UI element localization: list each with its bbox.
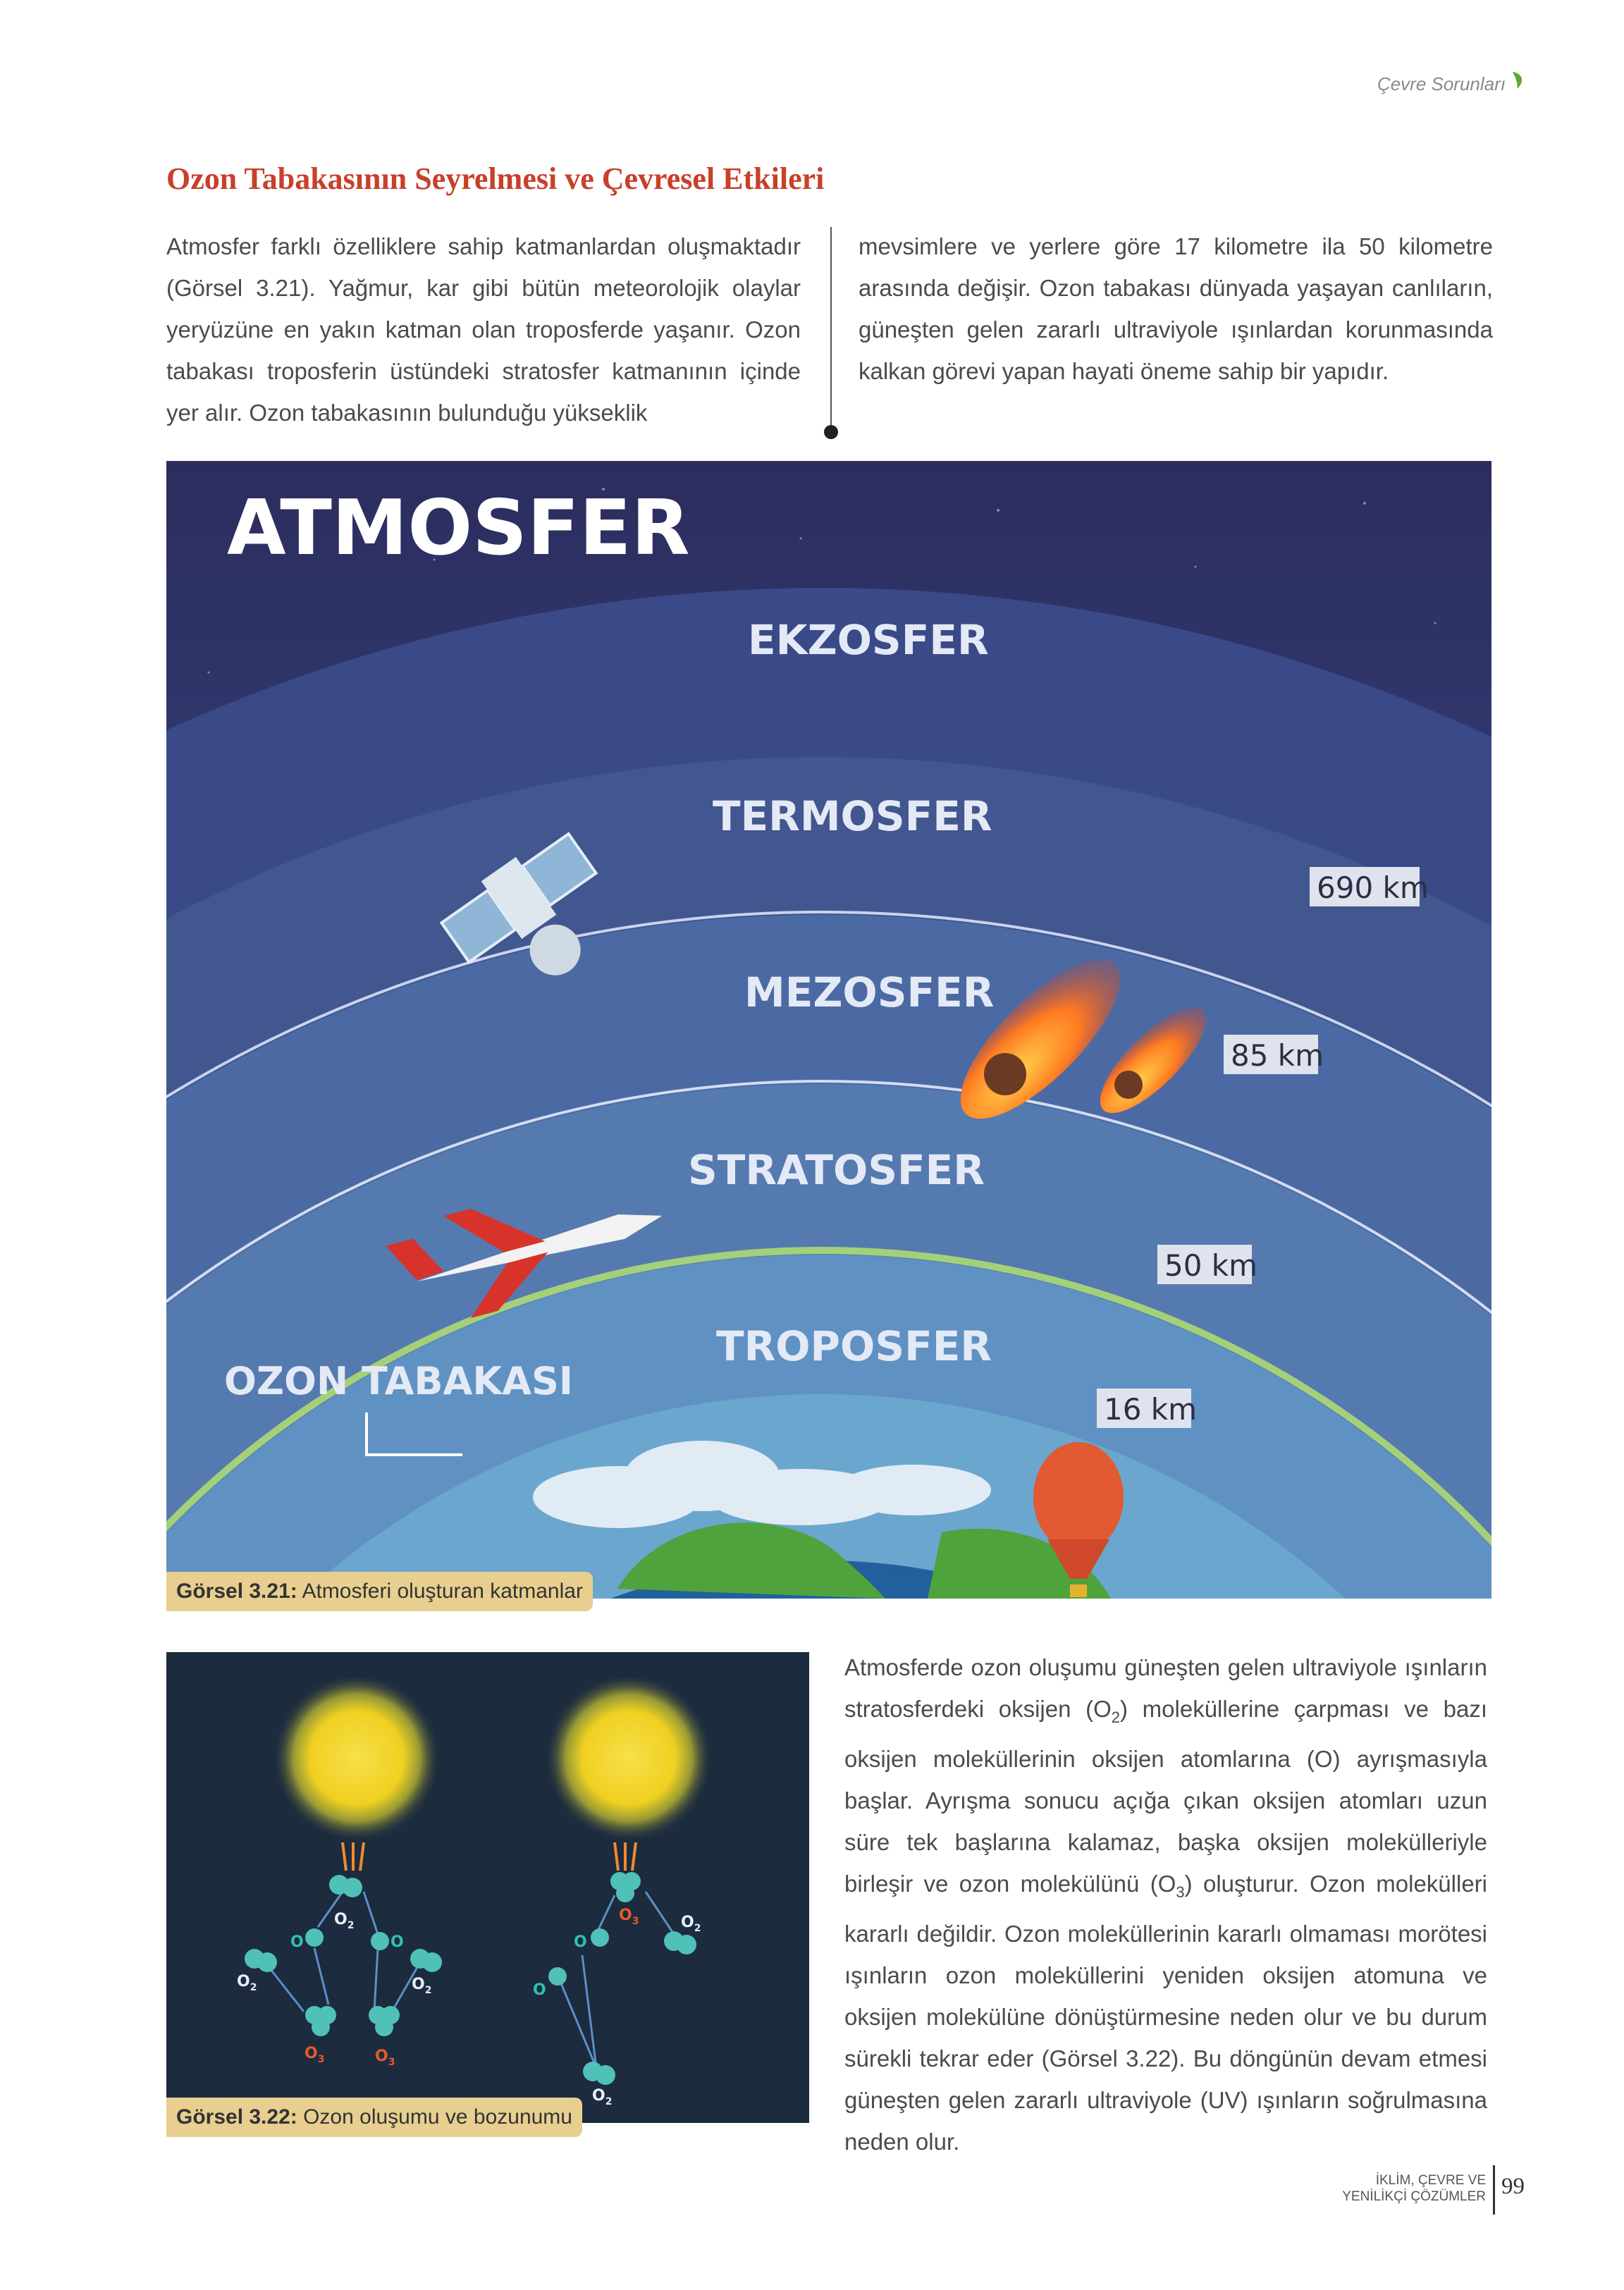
svg-text:O2: $O_2$ bbox=[592, 2087, 613, 2107]
svg-text:O: O bbox=[574, 1933, 587, 1951]
intro-column-2: mevsimlere ve yerlere göre 17 kilometre ila 50 kilometre arasında değişir. Ozon tabakası dünyada yaşayan canlıların, güneşten gelen zararlı ultraviyole ışınlardan korunmasında kalkan görevi yapan hayati öneme sahip bir yapıdır. bbox=[859, 233, 1493, 384]
footer-book-title: İKLİM, ÇEVRE VE YENİLİKÇİ ÇÖZÜMLER bbox=[1342, 2173, 1486, 2204]
sun-icon bbox=[544, 1673, 713, 1842]
svg-text:O: O bbox=[533, 1981, 546, 1999]
altitude-badge-690 bbox=[1310, 867, 1429, 906]
svg-text:O3: $O_3$ bbox=[304, 2045, 325, 2065]
svg-text:690 km: 690 km bbox=[1317, 870, 1429, 905]
svg-text:O: O bbox=[290, 1933, 304, 1951]
ozone-layer-label: OZON TABAKASI bbox=[224, 1359, 573, 1403]
svg-text:50 km: 50 km bbox=[1164, 1248, 1258, 1283]
footer-divider bbox=[1493, 2165, 1495, 2215]
svg-text:O2: $O_2$ bbox=[681, 1914, 701, 1934]
layer-label-exosphere: EKZOSFER bbox=[748, 616, 989, 664]
leaf-icon bbox=[1510, 70, 1525, 90]
sun-icon bbox=[272, 1673, 441, 1842]
svg-text:O2: $O_2$ bbox=[334, 1911, 355, 1931]
ozone-formation-paragraph: Atmosferde ozon oluşumu güneşten gelen ultraviyole ışınların stratosferdeki oksijen $(O_2)$ moleküllerine çarpması ve bazı oksijen moleküllerinin oksijen atomlarına (O) ayrışmasıyla başlar. Ayrışma sonucu açığa çıkan oksijen atomları uzun süre tek başlarına kalamaz, başka oksijen molekülleriyle birleşir ve ozon molekülünü $(O_3)$ oluşturur. Ozon molekülleri kararlı değildir. Ozon moleküllerinin kararlı olmaması morötesi ışınların ozon moleküllerini yeniden oksijen atomuna ve oksijen molekülüne dönüştürmesine neden olur ve bu durum sürekli tekrar eder (Görsel 3.22). Bu döngünün devam etmesi güneşten gelen zararlı ultraviyole (UV) ışınların soğrulmasına neden olur. bbox=[844, 1654, 1487, 2155]
ozone-cycle-figure bbox=[166, 1652, 809, 2123]
svg-text:85 km: 85 km bbox=[1231, 1038, 1324, 1073]
running-title: Çevre Sorunları bbox=[1377, 73, 1506, 94]
page-number: 99 bbox=[1501, 2174, 1525, 2199]
layer-label-mesosphere: MEZOSFER bbox=[744, 968, 995, 1016]
svg-text:16 km: 16 km bbox=[1104, 1392, 1198, 1427]
layer-label-thermosphere: TERMOSFER bbox=[713, 792, 992, 840]
column-divider-dot bbox=[824, 425, 838, 439]
figure1-caption: Görsel 3.21: Atmosferi oluşturan katmanlar bbox=[166, 1572, 593, 1611]
figure-title: ATMOSFER bbox=[227, 484, 690, 572]
svg-text:O3: $O_3$ bbox=[619, 1907, 639, 1927]
section-title: Ozon Tabakasının Seyrelmesi ve Çevresel Etkileri bbox=[166, 161, 825, 196]
svg-text:O3: $O_3$ bbox=[375, 2048, 395, 2068]
svg-text:O2: $O_2$ bbox=[412, 1976, 432, 1996]
intro-column-1: Atmosfer farklı özelliklere sahip katmanlardan oluşmaktadır (Görsel 3.21). Yağmur, kar gibi bütün meteorolojik olaylar yeryüzüne en yakın katman olan troposferde yaşanır. Ozon tabakası troposferin üstündeki stratosfer katmanının içinde yer alır. Ozon tabakasının bulunduğu yükseklik bbox=[166, 233, 801, 426]
figure2-caption: Görsel 3.22: Ozon oluşumu ve bozunumu bbox=[166, 2098, 582, 2137]
altitude-badge-50 bbox=[1157, 1245, 1257, 1284]
atmosphere-figure bbox=[166, 461, 1491, 1599]
layer-label-stratosphere: STRATOSFER bbox=[688, 1146, 985, 1194]
svg-text:O2: $O_2$ bbox=[237, 1973, 257, 1993]
column-divider bbox=[830, 227, 832, 431]
altitude-badge-85 bbox=[1224, 1035, 1324, 1074]
layer-label-troposphere: TROPOSFER bbox=[716, 1322, 992, 1370]
svg-text:O: O bbox=[390, 1933, 404, 1951]
altitude-badge-16 bbox=[1097, 1389, 1197, 1428]
